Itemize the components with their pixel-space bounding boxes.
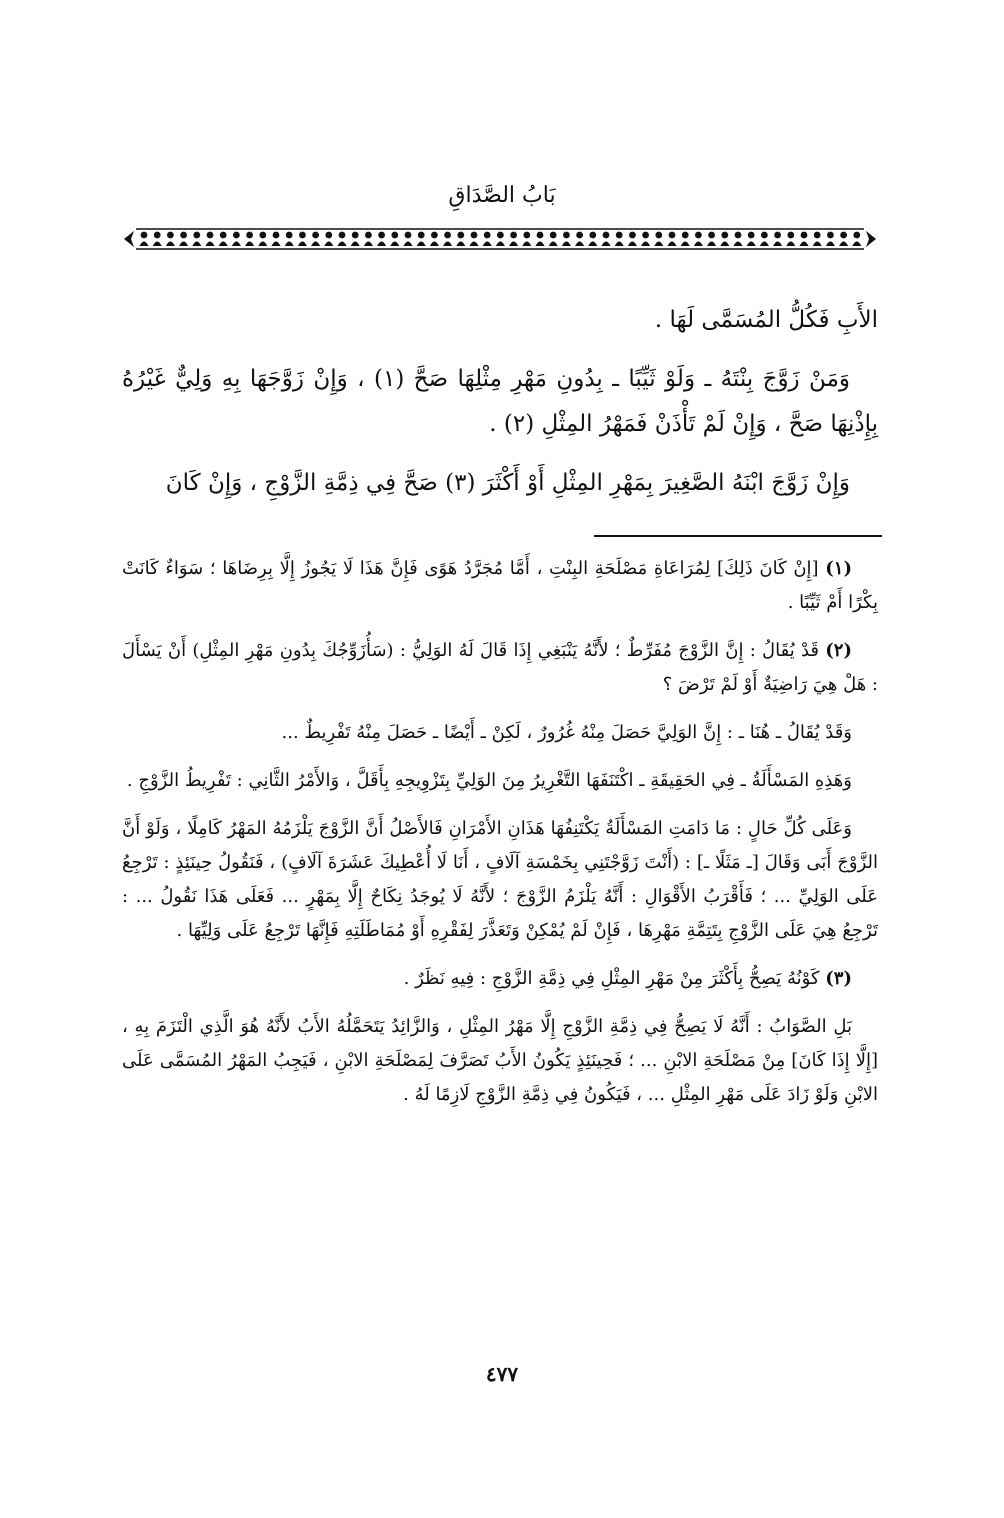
main-paragraph: الأَبِ فَكُلُّ المُسَمَّى لَهَا . xyxy=(654,307,878,333)
running-header-title: بَابُ الصَّدَاقِ xyxy=(448,183,556,208)
footnote-paragraph: وَقَدْ يُقَالُ ـ هُنَا ـ : إِنَّ الوَلِيَّ حَصَلَ مِنْهُ غُرُورٌ ، لَكِنْ ـ أَيْضًا ـ حَصَلَ مِنْهُ تَفْرِيطٌ ... xyxy=(281,722,852,743)
decorative-ornament-border xyxy=(122,226,878,252)
footnote-paragraph: وَهَذِهِ المَسْأَلَةُ ـ فِي الحَقِيقَةِ ـ اكْتَنَفَهَا التَّغْرِيرُ مِنَ الوَلِيِّ بِتَزْوِيجِهِ بِأَقَلَّ ، وَالأَمْرُ الثَّانِي : تَفْرِيطُ الزَّوْجِ . xyxy=(126,770,852,791)
main-paragraph: وَإِنْ زَوَّجَ ابْنَهُ الصَّغِيرَ بِمَهْرِ المِثْلِ أَوْ أَكْثَرَ (٣) صَحَّ فِي ذِمَّةِ الزَّوْجِ ، وَإِنْ كَانَ xyxy=(165,470,850,496)
footnotes-section xyxy=(122,552,878,1126)
footnote-3 xyxy=(122,962,878,996)
footnote-number: (٢) xyxy=(825,640,852,661)
footnote-1 xyxy=(122,552,878,620)
footnote-text: كَوْنُهُ يَصِحُّ بِأَكْثَرَ مِنْ مَهْرِ المِثْلِ فِي ذِمَّةِ الزَّوْجِ : فِيهِ نَظَرٌ . xyxy=(403,968,820,989)
page-number: ٤٧٧ xyxy=(485,1362,519,1386)
footnote-2 xyxy=(122,634,878,702)
footnote-paragraph: وَعَلَى كُلِّ حَالٍ : مَا دَامَتِ المَسْأَلَةُ يَكْتَنِفُهَا هَذَانِ الأَمْرَانِ فَالأَصْلُ أَنَّ الزَّوْجَ يَلْزَمُهُ المَهْرُ كَامِلًا ، وَلَوْ أَنَّ الزَّوْجَ أَبَى وَقَالَ [ـ مَثَلًا ـ] : (أَنْتَ زَوَّجْتَنِي بِخَمْسَةِ آلَافٍ ، أَنَا لَا أُعْطِيكَ عَشَرَةَ آلَافٍ) ، فَنَقُولُ حِينَئِذٍ : تَرْجِعُ عَلَى الوَلِيِّ ... ؛ فَأَقْرَبُ الأَقْوَالِ : أَنَّهُ يَلْزَمُ الزَّوْجَ ؛ لأَنَّهُ لَا يُوجَدُ نِكَاحٌ إِلَّا بِمَهْرٍ ... فَعَلَى هَذَا نَقُولُ ... : تَرْجِعُ هِيَ عَلَى الزَّوْجِ بِتَتِمَّةِ مَهْرِهَا ، فَإِنْ لَمْ يُمْكِنْ وَتَعَذَّرَ لِفَقْرِهِ أَوْ مُمَاطَلَتِهِ فَإِنَّهَا تَرْجِعُ عَلَى وَلِيِّهَا . xyxy=(122,818,878,941)
footnote-text: [إِنْ كَانَ ذَلِكَ] لِمُرَاعَاةِ مَصْلَحَةِ البِنْتِ ، أَمَّا مُجَرَّدُ هَوًى فَإِنَّ هَذَا لَا يَجُوزُ إِلَّا بِرِضَاهَا ؛ سَوَاءٌ كَانَتْ بِكْرًا أَمْ ثَيِّبًا . xyxy=(122,558,878,613)
footnote-number: (١) xyxy=(825,558,852,579)
footnote-separator xyxy=(594,535,882,537)
footnote-text: قَدْ يُقَالُ : إِنَّ الزَّوْجَ مُفَرِّطٌ ؛ لأَنَّهُ يَنْبَغِي إِذَا قَالَ لَهُ الوَلِيُّ : (سَأُزَوِّجُكَ بِدُونِ مَهْرِ المِثْلِ) أَنْ يَسْأَلَ : هَلْ هِيَ رَاضِيَةٌ أَوْ لَمْ تَرْضَ ؟ xyxy=(122,640,878,695)
footnote-number: (٣) xyxy=(825,968,852,989)
footnote-paragraph: بَلِ الصَّوَابُ : أَنَّهُ لَا يَصِحُّ فِي ذِمَّةِ الزَّوْجِ إِلَّا مَهْرُ المِثْلِ ، وَالزَّائِدُ يَتَحَمَّلُهُ الأَبُ لأَنَّهُ هُوَ الَّذِي الْتَزَمَ بِهِ ، [إِلَّا إِذَا كَانَ] مِنْ مَصْلَحَةِ الابْنِ ... ؛ فَحِينَئِذٍ يَكُونُ الأَبُ تَصَرَّفَ لِمَصْلَحَةِ الابْنِ ، فَيَجِبُ المَهْرُ المُسَمَّى عَلَى الابْنِ وَلَوْ زَادَ عَلَى مَهْرِ المِثْلِ ... ، فَيَكُونُ فِي ذِمَّةِ الزَّوْجِ لَازِمًا لَهُ . xyxy=(122,1016,878,1105)
main-paragraph: وَمَنْ زَوَّجَ بِنْتَهُ ـ وَلَوْ ثَيِّبًا ـ بِدُونِ مَهْرِ مِثْلِهَا صَحَّ (١) ، وَإِنْ زَوَّجَهَا بِهِ وَلِيٌّ غَيْرُهُ بِإِذْنِهَا صَحَّ ، وَإِنْ لَمْ تَأْذَنْ فَمَهْرُ المِثْلِ (٢) . xyxy=(122,366,878,437)
main-text-body xyxy=(122,298,878,520)
